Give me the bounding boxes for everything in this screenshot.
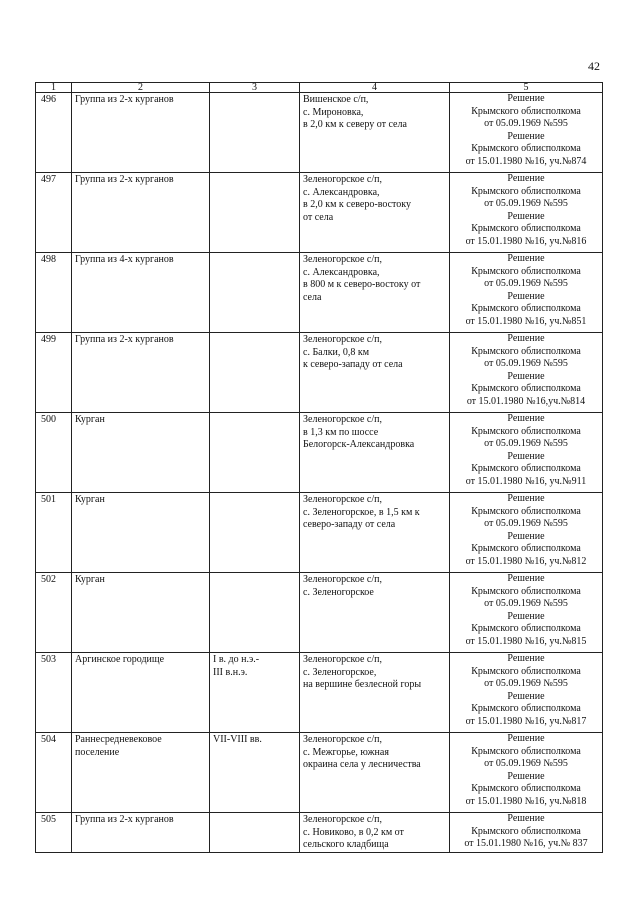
table-body xyxy=(36,93,603,853)
decision-line: от 05.09.1969 №595 xyxy=(484,598,568,609)
object-name-cell: Группа из 2-х курганов xyxy=(72,813,210,853)
decision-line: от 15.01.1980 №16, уч.№851 xyxy=(465,315,587,327)
location-line: с. Зеленогорское, в 1,5 км к xyxy=(303,506,420,518)
row-number-cell: 503 xyxy=(36,653,72,733)
decision-line: от 05.09.1969 №595 xyxy=(484,198,568,209)
column-header: 5 xyxy=(450,83,603,93)
decision-line: Крымского облисполкома xyxy=(471,585,581,597)
decision-line: Решение xyxy=(507,333,545,344)
location-line: с. Балки, 0,8 км xyxy=(303,346,370,358)
row-number-cell: 496 xyxy=(36,93,72,173)
object-name-cell: Группа из 4-х курганов xyxy=(72,253,210,333)
decision-cell xyxy=(450,653,603,733)
decision-line: Решение xyxy=(507,253,545,264)
decision-line: от 05.09.1969 №595 xyxy=(484,118,568,129)
decision-cell xyxy=(450,813,603,853)
table-row xyxy=(36,573,603,653)
table-row xyxy=(36,733,603,813)
dating-cell: VII-VIII вв. xyxy=(210,733,300,813)
decision-line: Решение xyxy=(507,210,545,222)
decision-line: Решение xyxy=(507,370,545,382)
decision-line: Решение xyxy=(507,610,545,622)
location-line: села xyxy=(303,291,322,303)
location-cell xyxy=(300,253,450,333)
location-line: Белогорск-Александровка xyxy=(303,439,415,450)
decision-line: Крымского облисполкома xyxy=(471,505,581,517)
decision-line: от 15.01.1980 №16,уч.№814 xyxy=(466,395,586,407)
dating-cell xyxy=(210,253,300,333)
object-name-cell: Курган xyxy=(72,573,210,653)
row-number-cell: 499 xyxy=(36,333,72,413)
decision-line: от 15.01.1980 №16, уч.№815 xyxy=(465,635,587,647)
location-line: Зеленогорское с/п, xyxy=(303,494,382,505)
decision-line: Крымского облисполкома xyxy=(471,345,581,357)
location-line: Зеленогорское с/п, xyxy=(303,654,382,665)
decision-line: Решение xyxy=(507,530,545,542)
table-row xyxy=(36,93,603,173)
location-cell xyxy=(300,173,450,253)
location-line: Вишенское с/п, xyxy=(303,94,369,105)
decision-cell xyxy=(450,573,603,653)
table-row xyxy=(36,173,603,253)
location-line: с. Новиково, в 0,2 км от xyxy=(303,826,404,838)
location-line: Зеленогорское с/п, xyxy=(303,254,382,265)
decision-cell xyxy=(450,493,603,573)
decision-line: от 05.09.1969 №595 xyxy=(484,678,568,689)
decision-line: Крымского облисполкома xyxy=(471,223,581,234)
location-cell xyxy=(300,333,450,413)
decision-line: от 15.01.1980 №16, уч.№874 xyxy=(465,155,587,167)
location-line: с. Зеленогорское, xyxy=(303,666,377,678)
table-row xyxy=(36,493,603,573)
location-line: в 2,0 км к северо-востоку xyxy=(303,199,411,210)
decision-line: Крымского облисполкома xyxy=(471,303,581,314)
object-name-cell: Группа из 2-х курганов xyxy=(72,173,210,253)
page-number: 42 xyxy=(588,59,600,73)
dating-cell xyxy=(210,93,300,173)
column-header: 3 xyxy=(210,83,300,93)
decision-cell xyxy=(450,253,603,333)
decision-line: Решение xyxy=(507,733,545,744)
decision-line: Решение xyxy=(507,653,545,664)
decision-line: от 05.09.1969 №595 xyxy=(484,758,568,769)
location-line: с. Зеленогорское xyxy=(303,586,374,598)
row-number-cell: 497 xyxy=(36,173,72,253)
decision-line: от 15.01.1980 №16, уч.№911 xyxy=(465,475,587,487)
decision-line: от 15.01.1980 №16, уч.№818 xyxy=(465,795,587,807)
location-line: Зеленогорское с/п, xyxy=(303,414,382,425)
dating-cell xyxy=(210,813,300,853)
table-row xyxy=(36,333,603,413)
location-cell xyxy=(300,573,450,653)
location-line: с. Александровка, xyxy=(303,186,380,198)
column-header: 2 xyxy=(72,83,210,93)
decision-line: от 15.01.1980 №16, уч.№816 xyxy=(465,235,587,247)
decision-line: Крымского облисполкома xyxy=(471,543,581,554)
location-line: в 1,3 км по шоссе xyxy=(303,426,379,438)
decision-line: Крымского облисполкома xyxy=(471,623,581,634)
location-cell xyxy=(300,493,450,573)
decision-line: Решение xyxy=(507,413,545,424)
dating-cell xyxy=(210,493,300,573)
table-row xyxy=(36,413,603,493)
decision-cell xyxy=(450,333,603,413)
location-line: с. Александровка, xyxy=(303,266,380,278)
column-header: 1 xyxy=(36,83,72,93)
decision-line: Решение xyxy=(507,770,545,782)
object-name-cell: Группа из 2-х курганов xyxy=(72,333,210,413)
location-cell xyxy=(300,413,450,493)
decision-line: Решение xyxy=(507,130,545,142)
location-line: с. Межгорье, южная xyxy=(303,746,389,758)
decision-line: Крымского облисполкома xyxy=(471,425,581,437)
decision-line: Решение xyxy=(507,690,545,702)
location-line: сельского кладбища xyxy=(303,839,389,850)
monuments-table xyxy=(35,82,603,853)
row-number-cell: 500 xyxy=(36,413,72,493)
decision-line: Крымского облисполкома xyxy=(471,665,581,677)
location-cell xyxy=(300,813,450,853)
decision-line: Решение xyxy=(507,450,545,462)
dating-cell xyxy=(210,413,300,493)
table-row xyxy=(36,253,603,333)
decision-line: Крымского облисполкома xyxy=(471,745,581,757)
location-line: от села xyxy=(303,211,334,223)
row-number-cell: 498 xyxy=(36,253,72,333)
location-cell xyxy=(300,733,450,813)
row-number-cell: 505 xyxy=(36,813,72,853)
table-row xyxy=(36,653,603,733)
decision-line: Решение xyxy=(507,493,545,504)
decision-line: Крымского облисполкома xyxy=(471,185,581,197)
object-name-cell: Курган xyxy=(72,493,210,573)
dating-cell xyxy=(210,333,300,413)
table-row xyxy=(36,813,603,853)
dating-cell: I в. до н.э.- III в.н.э. xyxy=(210,653,300,733)
location-line: в 2,0 км к северу от села xyxy=(303,119,407,130)
location-line: Зеленогорское с/п, xyxy=(303,174,382,185)
row-number-cell: 502 xyxy=(36,573,72,653)
decision-line: от 15.01.1980 №16, уч.№817 xyxy=(465,715,587,727)
dating-cell xyxy=(210,573,300,653)
location-line: Зеленогорское с/п, xyxy=(303,734,382,745)
location-line: Зеленогорское с/п, xyxy=(303,334,382,345)
location-line: северо-западу от села xyxy=(303,519,396,530)
decision-cell xyxy=(450,413,603,493)
object-name-cell: Раннесредневековое поселение xyxy=(72,733,210,813)
object-name-cell: Курган xyxy=(72,413,210,493)
decision-line: Крымского облисполкома xyxy=(471,463,581,474)
decision-line: от 05.09.1969 №595 xyxy=(484,358,568,369)
decision-line: Крымского облисполкома xyxy=(471,825,581,837)
location-line: в 800 м к северо-востоку от xyxy=(303,279,421,290)
row-number-cell: 504 xyxy=(36,733,72,813)
decision-line: Крымского облисполкома xyxy=(471,703,581,714)
decision-line: Крымского облисполкома xyxy=(471,143,581,154)
decision-line: от 15.01.1980 №16, уч.№812 xyxy=(465,555,587,567)
row-number-cell: 501 xyxy=(36,493,72,573)
location-cell xyxy=(300,93,450,173)
decision-line: Крымского облисполкома xyxy=(471,783,581,794)
location-cell xyxy=(300,653,450,733)
location-line: окраина села у лесничества xyxy=(303,759,421,770)
decision-line: Решение xyxy=(507,813,545,824)
decision-line: Решение xyxy=(507,290,545,302)
object-name-cell: Группа из 2-х курганов xyxy=(72,93,210,173)
decision-line: Решение xyxy=(507,573,545,584)
decision-line: Решение xyxy=(507,93,545,104)
decision-line: от 05.09.1969 №595 xyxy=(484,438,568,449)
location-line: к северо-западу от села xyxy=(303,359,403,370)
decision-line: Крымского облисполкома xyxy=(471,265,581,277)
decision-cell xyxy=(450,173,603,253)
decision-line: от 05.09.1969 №595 xyxy=(484,518,568,529)
decision-line: Крымского облисполкома xyxy=(471,383,581,394)
location-line: с. Мироновка, xyxy=(303,106,364,118)
decision-line: от 15.01.1980 №16, уч.№ 837 xyxy=(464,838,588,849)
decision-line: от 05.09.1969 №595 xyxy=(484,278,568,289)
location-line: на вершине безлесной горы xyxy=(303,679,422,690)
header-row xyxy=(36,83,603,93)
decision-line: Крымского облисполкома xyxy=(471,105,581,117)
decision-line: Решение xyxy=(507,173,545,184)
dating-cell xyxy=(210,173,300,253)
decision-cell xyxy=(450,733,603,813)
object-name-cell: Аргинское городище xyxy=(72,653,210,733)
location-line: Зеленогорское с/п, xyxy=(303,814,382,825)
column-header: 4 xyxy=(300,83,450,93)
location-line: Зеленогорское с/п, xyxy=(303,574,382,585)
decision-cell xyxy=(450,93,603,173)
